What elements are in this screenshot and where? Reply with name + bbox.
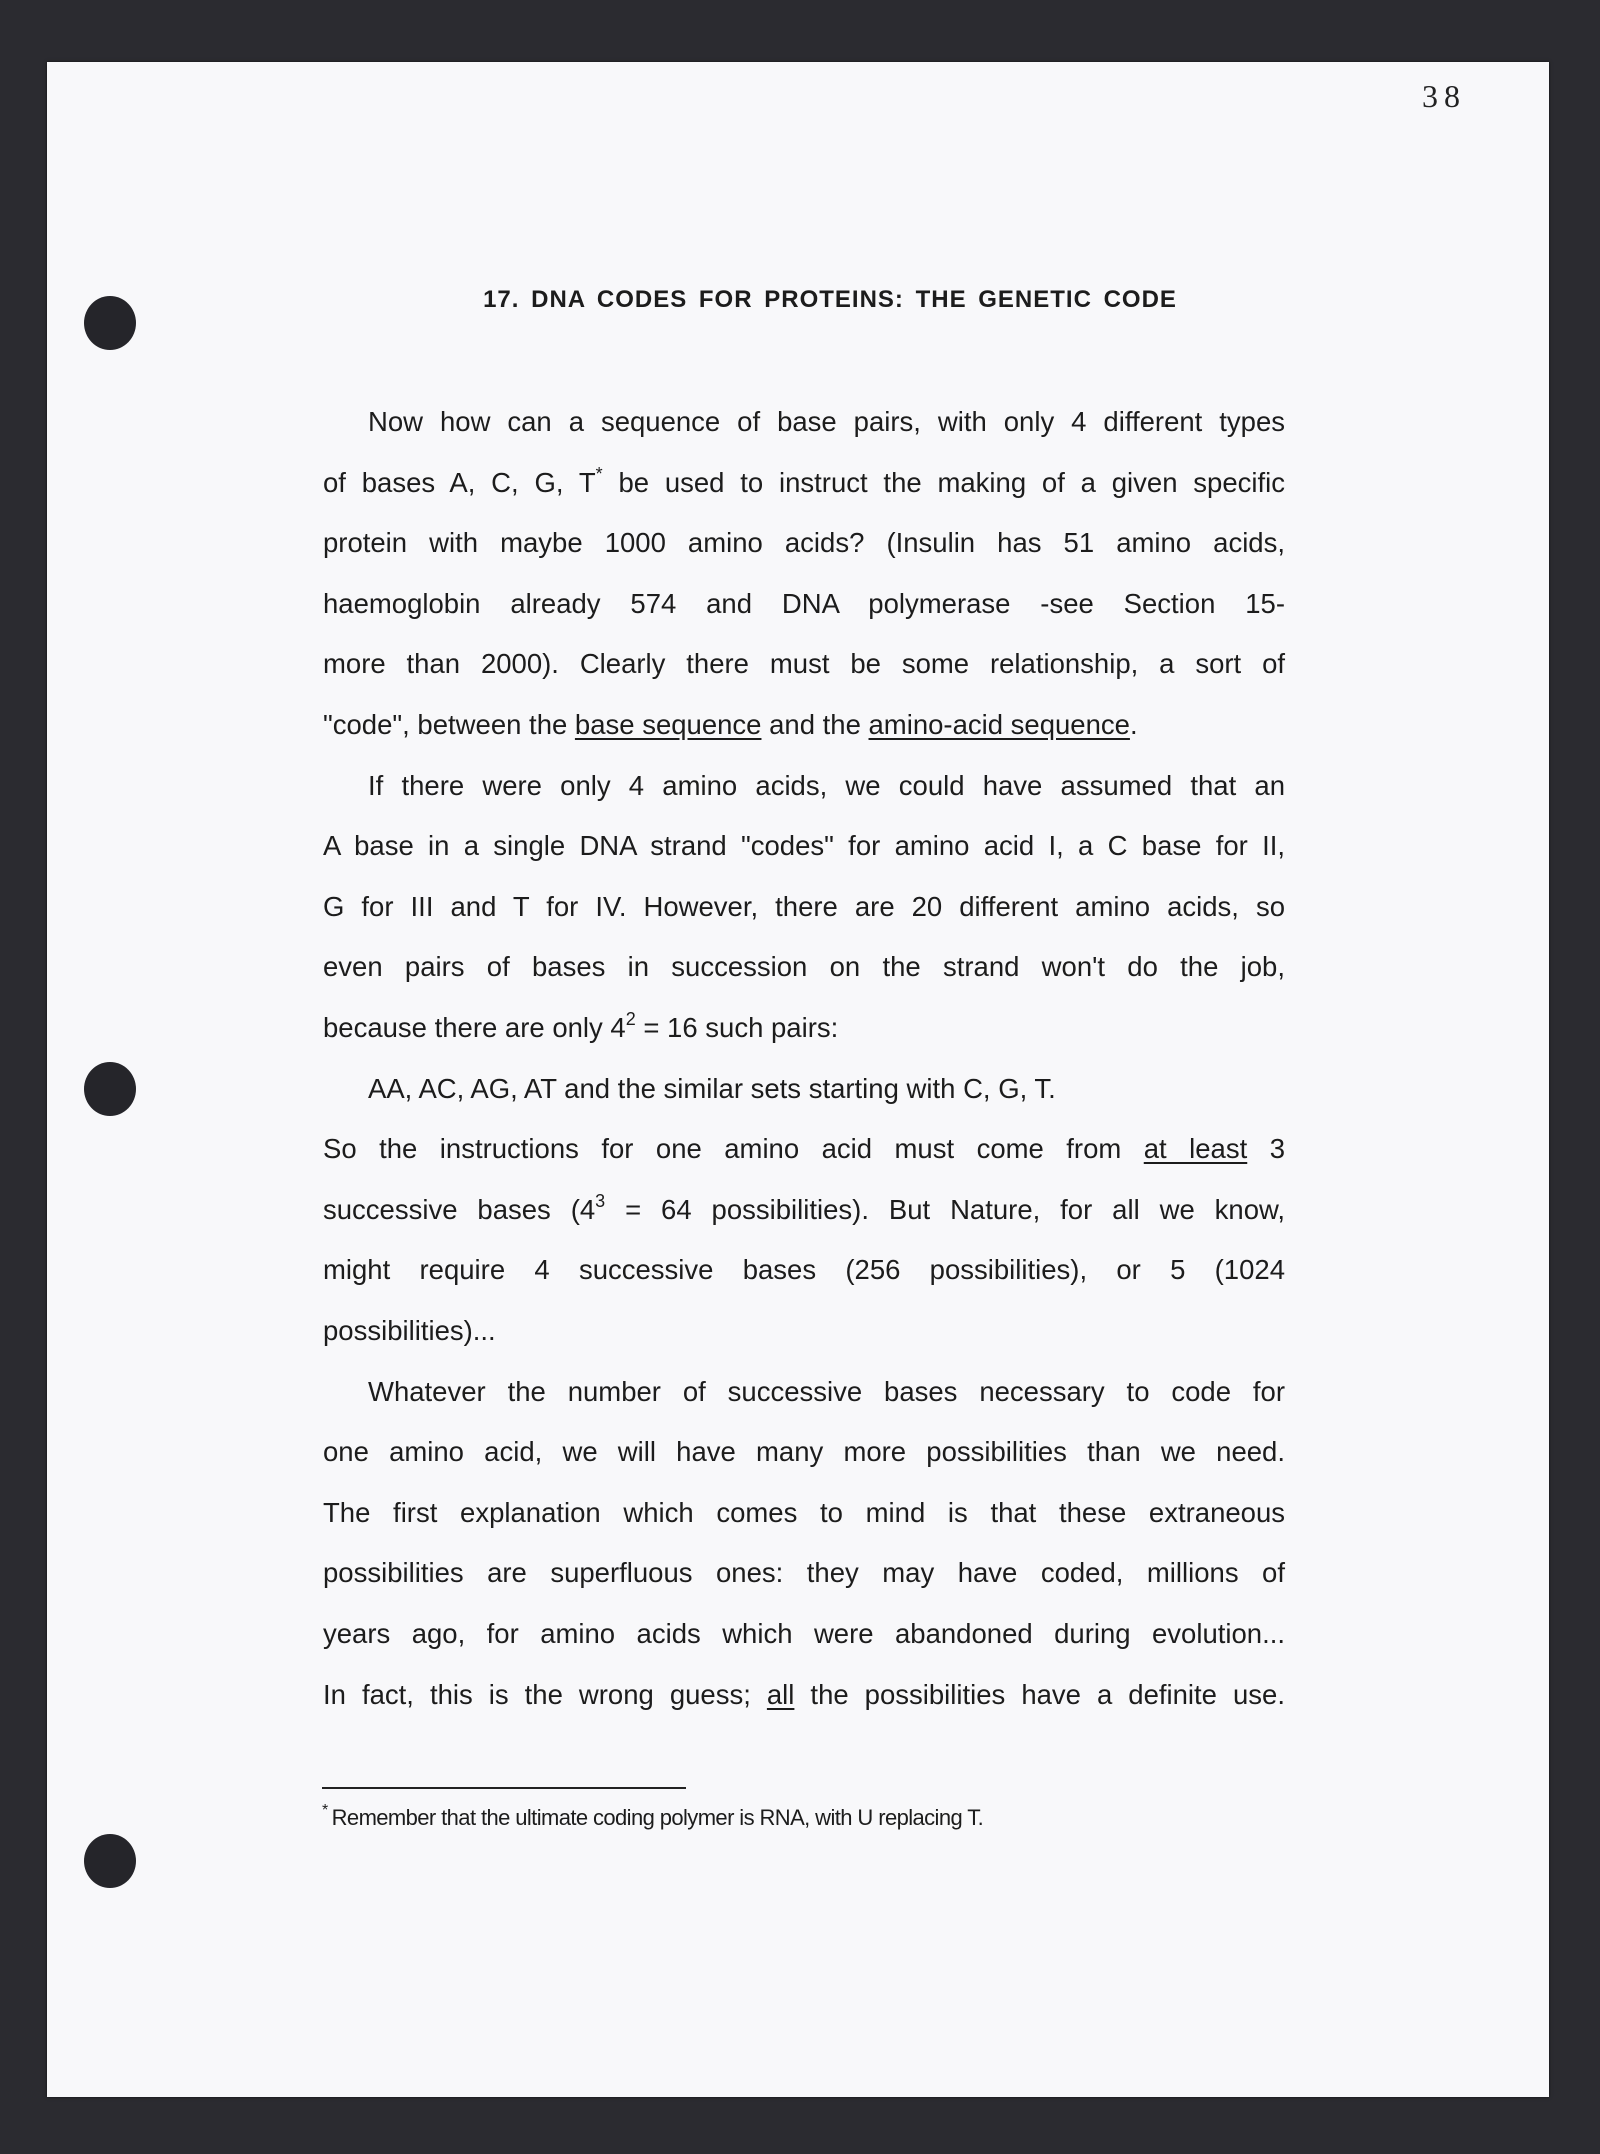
text-segment: haemoglobin already 574 and DNA polymerase -see Section 15- <box>323 587 1285 619</box>
section-title: 17. DNA CODES FOR PROTEINS: THE GENETIC CODE <box>483 286 1177 313</box>
text-segment: = 64 possibilities). But Nature, for all we know, <box>605 1193 1285 1225</box>
text-line <box>323 766 1285 806</box>
text-segment: might require 4 successive bases (256 possibilities), or 5 (1024 <box>323 1254 1285 1286</box>
text-line <box>323 705 1285 745</box>
text-segment: G for III and T for IV. However, there are 20 different amino acids, so <box>323 890 1285 922</box>
text-line <box>323 1372 1285 1412</box>
text-line <box>323 523 1285 563</box>
text-segment: be used to instruct the making of a given specific <box>602 466 1285 498</box>
text-line <box>323 826 1285 866</box>
text-line <box>323 1432 1285 1472</box>
punch-hole <box>84 296 136 350</box>
text-segment: . <box>1129 709 1138 740</box>
underlined-text: base sequence <box>574 709 762 740</box>
text-segment: AA, AC, AG, AT and the similar sets starting with C, G, T. <box>368 1072 1056 1104</box>
text-segment: of bases A, C, G, T <box>323 466 596 498</box>
text-segment: the possibilities have a definite use. <box>794 1678 1285 1710</box>
underlined-text: amino-acid sequence <box>868 709 1130 740</box>
page-number: 38 <box>1422 78 1466 114</box>
text-line <box>323 1008 1285 1048</box>
text-line <box>323 644 1285 684</box>
text-segment: The first explanation which comes to mind is that these extraneous <box>323 1496 1285 1528</box>
text-segment: A base in a single DNA strand "codes" for amino acid I, a C base for II, <box>323 830 1285 862</box>
text-line <box>323 1069 1285 1109</box>
text-segment: Whatever the number of successive bases necessary to code for <box>368 1375 1285 1407</box>
text-segment: because there are only 4 <box>323 1012 626 1043</box>
text-segment: In fact, this is the wrong guess; <box>323 1678 767 1710</box>
text-segment: one amino acid, we will have many more possibilities than we need. <box>323 1436 1285 1468</box>
underlined-text: at least <box>1143 1133 1248 1165</box>
text-line <box>323 1614 1285 1654</box>
text-line <box>323 947 1285 987</box>
text-segment: If there were only 4 amino acids, we could have assumed that an <box>368 769 1285 801</box>
text-segment: "code", between the <box>323 709 575 740</box>
text-segment: protein with maybe 1000 amino acids? (Insulin has 51 amino acids, <box>323 527 1285 559</box>
text-line <box>323 584 1285 624</box>
text-line <box>323 1250 1285 1290</box>
superscript: 3 <box>595 1190 606 1211</box>
text-line <box>323 1129 1285 1169</box>
text-line <box>323 1553 1285 1593</box>
text-segment: possibilities are superfluous ones: they may have coded, millions of <box>323 1557 1285 1589</box>
text-segment: = 16 such pairs: <box>635 1012 839 1043</box>
superscript: * <box>595 463 603 484</box>
punch-hole <box>84 1834 136 1888</box>
text-segment: more than 2000). Clearly there must be some relationship, a sort of <box>323 648 1285 680</box>
footnote-rule <box>322 1787 686 1789</box>
text-line <box>323 1675 1285 1715</box>
underlined-text: all <box>766 1678 795 1710</box>
text-segment: years ago, for amino acids which were abandoned during evolution... <box>323 1618 1285 1649</box>
text-line <box>323 402 1285 442</box>
footnote <box>322 1802 984 1831</box>
text-segment: 3 <box>1247 1133 1286 1165</box>
superscript: 2 <box>625 1009 636 1029</box>
footnote-marker: * <box>322 1802 328 1819</box>
text-segment: possibilities)... <box>323 1315 496 1346</box>
punch-hole <box>84 1062 136 1116</box>
text-line <box>323 887 1285 927</box>
text-line <box>323 1493 1285 1533</box>
text-segment: So the instructions for one amino acid must come from <box>323 1133 1144 1165</box>
footnote-text: Remember that the ultimate coding polymer is RNA, with U replacing T. <box>331 1805 984 1830</box>
text-segment: Now how can a sequence of base pairs, with only 4 different types <box>368 406 1285 437</box>
text-line <box>323 1311 1285 1351</box>
text-line <box>323 463 1285 503</box>
text-segment: successive bases (4 <box>323 1193 596 1225</box>
text-segment: even pairs of bases in succession on the strand won't do the job, <box>323 951 1285 983</box>
text-segment: and the <box>761 709 869 740</box>
text-line <box>323 1190 1285 1230</box>
